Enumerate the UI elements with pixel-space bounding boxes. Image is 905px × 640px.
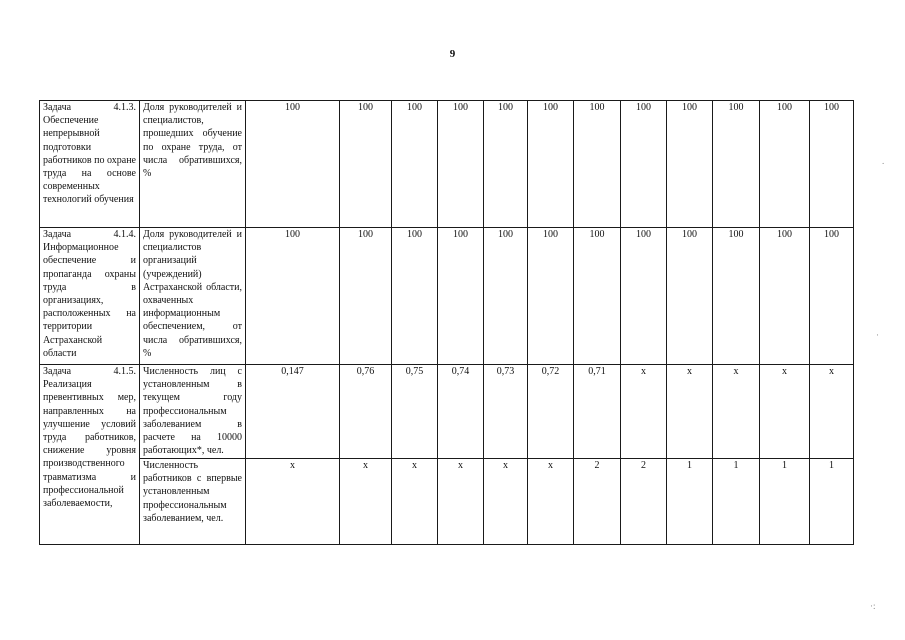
value-cell: x xyxy=(340,459,392,545)
table-row xyxy=(40,365,854,459)
table-row xyxy=(40,459,854,545)
value-cell: 100 xyxy=(713,228,760,365)
value-cell: 100 xyxy=(438,228,484,365)
task-cell: Задача 4.1.3. Обеспечение непрерывной подготовки работников по охране труда на основе современных технологий обучения xyxy=(40,101,140,228)
value-cell: 2 xyxy=(621,459,667,545)
value-cell: 100 xyxy=(484,228,528,365)
value-cell: 2 xyxy=(574,459,621,545)
value-cell: 0,72 xyxy=(528,365,574,459)
value-cell: 100 xyxy=(760,228,810,365)
value-cell: x xyxy=(484,459,528,545)
value-cell: 1 xyxy=(810,459,854,545)
value-cell: 0,75 xyxy=(392,365,438,459)
value-cell: 0,147 xyxy=(246,365,340,459)
table-row xyxy=(40,101,854,228)
value-cell: x xyxy=(621,365,667,459)
indicator-cell: Доля руководителей и специалистов, прошедших обучение по охране труда, от числа обратившихся, % xyxy=(140,101,246,228)
value-cell: 100 xyxy=(621,101,667,228)
value-cell: 100 xyxy=(246,101,340,228)
value-cell: 100 xyxy=(621,228,667,365)
task-cell: Задача 4.1.5. Реализация превентивных мер, направленных на улучшение условий труда работников, снижение уровня производственного травматизма и профессиональной заболеваемости, xyxy=(40,365,140,545)
value-cell: 1 xyxy=(667,459,713,545)
value-cell: 0,76 xyxy=(340,365,392,459)
page-number: 9 xyxy=(449,48,456,60)
value-cell: 100 xyxy=(810,228,854,365)
value-cell: 100 xyxy=(392,101,438,228)
value-cell: 100 xyxy=(574,228,621,365)
scan-speck: . xyxy=(882,156,885,166)
scan-speck: · xyxy=(876,330,879,340)
task-cell: Задача 4.1.4. Информационное обеспечение и пропаганда охраны труда в организациях, расположенных на территории Астраханской области xyxy=(40,228,140,365)
value-cell: 100 xyxy=(340,228,392,365)
value-cell: 0,71 xyxy=(574,365,621,459)
value-cell: 100 xyxy=(528,228,574,365)
table-row xyxy=(40,228,854,365)
value-cell: x xyxy=(760,365,810,459)
value-cell: x xyxy=(810,365,854,459)
value-cell: 100 xyxy=(760,101,810,228)
indicator-cell: Доля руководителей и специалистов организаций (учреждений) Астраханской области, охваченных информационным обеспечением, от числа обратившихся, % xyxy=(140,228,246,365)
value-cell: 100 xyxy=(574,101,621,228)
value-cell: x xyxy=(528,459,574,545)
value-cell: x xyxy=(438,459,484,545)
value-cell: 0,74 xyxy=(438,365,484,459)
value-cell: 1 xyxy=(760,459,810,545)
value-cell: 100 xyxy=(340,101,392,228)
value-cell: 100 xyxy=(810,101,854,228)
value-cell: 100 xyxy=(392,228,438,365)
value-cell: 100 xyxy=(667,228,713,365)
value-cell: x xyxy=(246,459,340,545)
scan-speck: ·: xyxy=(870,601,876,611)
value-cell: 100 xyxy=(438,101,484,228)
value-cell: x xyxy=(392,459,438,545)
value-cell: 100 xyxy=(528,101,574,228)
indicator-cell: Численность лиц с установленным в текущем году профессиональным заболеванием в расчете на 10000 работающих*, чел. xyxy=(140,365,246,459)
value-cell: 0,73 xyxy=(484,365,528,459)
value-cell: x xyxy=(667,365,713,459)
value-cell: 100 xyxy=(713,101,760,228)
value-cell: x xyxy=(713,365,760,459)
value-cell: 100 xyxy=(484,101,528,228)
indicators-table xyxy=(39,100,854,545)
value-cell: 100 xyxy=(667,101,713,228)
value-cell: 1 xyxy=(713,459,760,545)
value-cell: 100 xyxy=(246,228,340,365)
indicator-cell: Численность работников с впервые установленным профессиональным заболеванием, чел. xyxy=(140,459,246,545)
